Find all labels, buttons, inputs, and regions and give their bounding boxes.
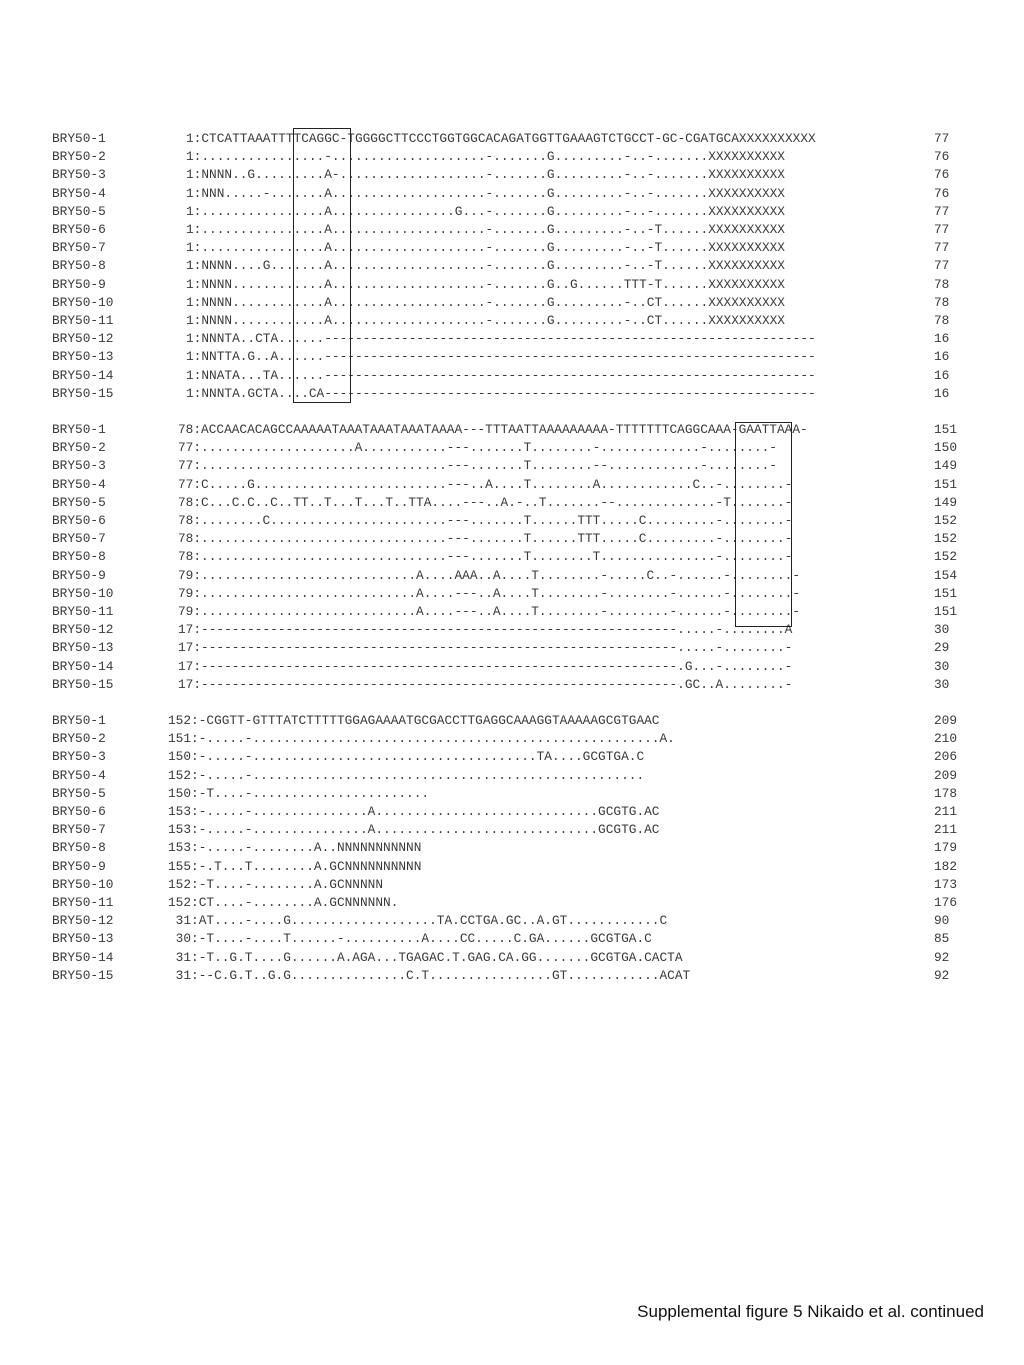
sequence-end-position: 90 <box>934 913 950 929</box>
sequence-end-position: 173 <box>934 876 958 892</box>
sequence-end-position: 16 <box>934 331 950 347</box>
alignment-row <box>0 439 1024 457</box>
sequence-end-position: 77 <box>934 203 950 219</box>
sequence-end-position: 182 <box>934 858 958 874</box>
sequence-name: BRY50-10 <box>52 294 114 310</box>
sequence-end-position: 154 <box>934 567 958 583</box>
sequence-string: 1:NNNN....G.......A....................-.......G.........-..-T......XXXXXXXXXX <box>186 258 785 274</box>
sequence-name: BRY50-1 <box>52 713 106 728</box>
sequence-name: BRY50-14 <box>52 949 114 965</box>
alignment-row <box>0 294 1024 312</box>
alignment-row <box>0 185 1024 203</box>
sequence-string: 77:C.....G.........................---..A....T........A............C..-........- <box>178 476 793 492</box>
alignment-row <box>0 967 1024 985</box>
alignment-row <box>0 548 1024 566</box>
sequence-name: BRY50-10 <box>52 876 114 892</box>
sequence-string: 17:--------------------------------------------------------------.G...-........- <box>178 658 793 674</box>
alignment-row <box>0 567 1024 585</box>
alignment-row <box>0 658 1024 676</box>
sequence-string: 78:ACCAACACAGCCAAAAATAAATAAATAAATAAAA---TTTAATTAAAAAAAAA-TTTTTTTCAGGCAAA-GAATTAAA- <box>178 422 808 437</box>
alignment-row <box>0 894 1024 912</box>
sequence-string: 17:--------------------------------------------------------------.GC..A........- <box>178 676 793 692</box>
sequence-end-position: 30 <box>934 622 950 638</box>
alignment-row <box>0 621 1024 639</box>
sequence-end-position: 149 <box>934 494 958 510</box>
alignment-row <box>0 385 1024 403</box>
alignment-row <box>0 148 1024 166</box>
sequence-name: BRY50-7 <box>52 531 106 547</box>
sequence-name: BRY50-2 <box>52 731 106 747</box>
sequence-name: BRY50-9 <box>52 567 106 583</box>
sequence-string: 1:................A....................-.......G.........-..-T......XXXXXXXXXX <box>186 240 785 256</box>
sequence-name: BRY50-3 <box>52 458 106 474</box>
sequence-name: BRY50-14 <box>52 367 114 383</box>
sequence-end-position: 210 <box>934 731 958 747</box>
sequence-string: 31:--C.G.T..G.G...............C.T................GT............ACAT <box>168 967 691 983</box>
alignment-row <box>0 876 1024 894</box>
alignment-row <box>0 348 1024 366</box>
sequence-string: 78:C...C.C..C..TT..T...T...T..TTA....---..A.-..T.......--.............-T.......- <box>178 494 793 510</box>
sequence-end-position: 211 <box>934 804 958 819</box>
sequence-end-position: 76 <box>934 185 950 201</box>
alignment-row <box>0 476 1024 494</box>
alignment-row <box>0 730 1024 748</box>
alignment-row <box>0 203 1024 221</box>
alignment-row <box>0 603 1024 621</box>
sequence-name: BRY50-10 <box>52 585 114 601</box>
sequence-string: 150:-.....-.....................................TA....GCGTGA.C <box>168 749 645 765</box>
sequence-string: 17:--------------------------------------------------------------.....-........A <box>178 622 793 638</box>
alignment-row <box>0 785 1024 803</box>
sequence-name: BRY50-8 <box>52 258 106 274</box>
alignment-row <box>0 930 1024 948</box>
sequence-name: BRY50-3 <box>52 167 106 183</box>
sequence-end-position: 149 <box>934 458 958 474</box>
sequence-string: 1:NNTTA.G..A......---------------------------------------------------------------- <box>186 349 816 365</box>
alignment-row <box>0 457 1024 475</box>
sequence-string: 150:-T....-....................... <box>168 785 430 801</box>
sequence-string: 31:AT....-....G...................TA.CCTGA.GC..A.GT............C <box>168 913 668 929</box>
sequence-string: 151:-.....-.....................................................A. <box>168 731 675 747</box>
sequence-name: BRY50-11 <box>52 604 114 619</box>
sequence-name: BRY50-5 <box>52 494 106 510</box>
alignment-row <box>0 494 1024 512</box>
sequence-end-position: 150 <box>934 440 958 456</box>
sequence-string: 1:NNN.....-.......A....................-.......G.........-..-.......XXXXXXXXXX <box>186 185 785 201</box>
alignment-row <box>0 276 1024 294</box>
sequence-string: 79:............................A....AAA..A....T........-.....C..-......-........- <box>178 567 801 583</box>
sequence-end-position: 151 <box>934 585 958 601</box>
sequence-name: BRY50-14 <box>52 658 114 674</box>
sequence-name: BRY50-15 <box>52 676 114 692</box>
sequence-string: 79:............................A....---..A....T........-........-......-........- <box>178 604 801 619</box>
sequence-end-position: 92 <box>934 967 950 983</box>
sequence-string: 153:-.....-...............A.............................GCGTG.AC <box>168 804 660 819</box>
alignment-row <box>0 239 1024 257</box>
sequence-string: 1:NNNN..G.........A-...................-.......G.........-..-.......XXXXXXXXXX <box>186 167 785 183</box>
sequence-name: BRY50-2 <box>52 149 106 165</box>
sequence-name: BRY50-3 <box>52 749 106 765</box>
sequence-end-position: 152 <box>934 549 958 565</box>
sequence-end-position: 209 <box>934 713 958 728</box>
sequence-end-position: 76 <box>934 149 950 165</box>
sequence-name: BRY50-8 <box>52 549 106 565</box>
sequence-string: 1:CTCATTAAATTTTCAGGC-TGGGGCTTCCCTGGTGGCACAGATGGTTGAAAGTCTGCCT-GC-CGATGCAXXXXXXXXXX <box>186 131 816 146</box>
highlight-box-block-2 <box>735 422 792 627</box>
alignment-row <box>0 130 1024 148</box>
sequence-string: 77:................................---.......T........--............-........- <box>178 458 777 474</box>
sequence-end-position: 151 <box>934 476 958 492</box>
sequence-end-position: 176 <box>934 895 958 910</box>
sequence-end-position: 151 <box>934 422 958 437</box>
sequence-string: 30:-T....-....T......-..........A....CC.....C.GA......GCGTGA.C <box>168 931 652 947</box>
sequence-end-position: 85 <box>934 931 950 947</box>
alignment-row <box>0 821 1024 839</box>
alignment-row <box>0 767 1024 785</box>
sequence-end-position: 209 <box>934 767 958 783</box>
sequence-name: BRY50-13 <box>52 931 114 947</box>
sequence-end-position: 152 <box>934 531 958 547</box>
sequence-name: BRY50-6 <box>52 513 106 528</box>
sequence-end-position: 152 <box>934 513 958 528</box>
sequence-end-position: 178 <box>934 785 958 801</box>
sequence-string: 78:................................---.......T........T...............-........- <box>178 549 793 565</box>
alignment-row <box>0 330 1024 348</box>
alignment-row <box>0 367 1024 385</box>
sequence-name: BRY50-15 <box>52 385 114 401</box>
sequence-string: 1:NNNTA..CTA......---------------------------------------------------------------- <box>186 331 816 347</box>
sequence-string: 152:-CGGTT-GTTTATCTTTTTGGAGAAAATGCGACCTTGAGGCAAAGGTAAAAAGCGTGAAC <box>168 713 660 728</box>
sequence-name: BRY50-13 <box>52 640 114 656</box>
sequence-end-position: 92 <box>934 949 950 965</box>
sequence-name: BRY50-11 <box>52 895 114 910</box>
sequence-string: 17:--------------------------------------------------------------.....-........- <box>178 640 793 656</box>
sequence-string: 78:........C.......................---.......T......TTT.....C.........-........- <box>178 513 793 528</box>
alignment-row <box>0 803 1024 821</box>
sequence-name: BRY50-4 <box>52 767 106 783</box>
sequence-string: 1:NNNN............A....................-.......G..G......TTT-T......XXXXXXXXXX <box>186 276 785 292</box>
sequence-name: BRY50-6 <box>52 804 106 819</box>
sequence-string: 31:-T..G.T....G......A.AGA...TGAGAC.T.GAG.CA.GG.......GCGTGA.CACTA <box>168 949 683 965</box>
sequence-name: BRY50-11 <box>52 313 114 328</box>
sequence-name: BRY50-1 <box>52 422 106 437</box>
sequence-end-position: 78 <box>934 313 950 328</box>
sequence-name: BRY50-5 <box>52 203 106 219</box>
alignment-row <box>0 858 1024 876</box>
alignment-row <box>0 166 1024 184</box>
sequence-name: BRY50-6 <box>52 222 106 237</box>
sequence-name: BRY50-1 <box>52 131 106 146</box>
alignment-row <box>0 530 1024 548</box>
alignment-row <box>0 221 1024 239</box>
sequence-name: BRY50-15 <box>52 967 114 983</box>
sequence-name: BRY50-13 <box>52 349 114 365</box>
sequence-end-position: 16 <box>934 367 950 383</box>
sequence-string: 1:NNNN............A....................-.......G.........-..CT......XXXXXXXXXX <box>186 313 785 328</box>
sequence-name: BRY50-4 <box>52 185 106 201</box>
alignment-row <box>0 421 1024 439</box>
sequence-string: 152:CT....-........A.GCNNNNNN. <box>168 895 399 910</box>
figure-caption: Supplemental figure 5 Nikaido et al. continued <box>637 1302 984 1321</box>
alignment-row <box>0 912 1024 930</box>
sequence-string: 1:NNNN............A....................-.......G.........-..CT......XXXXXXXXXX <box>186 294 785 310</box>
sequence-string: 79:............................A....---..A....T........-........-......-........- <box>178 585 801 601</box>
sequence-string: 77:....................A...........---.......T........-.............-........- <box>178 440 777 456</box>
sequence-string: 1:NNATA...TA......---------------------------------------------------------------- <box>186 367 816 383</box>
sequence-name: BRY50-12 <box>52 331 114 347</box>
sequence-string: 78:................................---.......T......TTT.....C.........-........- <box>178 531 793 547</box>
sequence-name: BRY50-12 <box>52 622 114 638</box>
sequence-string: 152:-T....-........A.GCNNNNN <box>168 876 384 892</box>
sequence-end-position: 77 <box>934 240 950 256</box>
sequence-name: BRY50-12 <box>52 913 114 929</box>
sequence-end-position: 77 <box>934 131 950 146</box>
sequence-end-position: 30 <box>934 676 950 692</box>
sequence-end-position: 30 <box>934 658 950 674</box>
sequence-end-position: 211 <box>934 822 958 838</box>
sequence-end-position: 78 <box>934 294 950 310</box>
sequence-end-position: 77 <box>934 258 950 274</box>
alignment-row <box>0 712 1024 730</box>
alignment-row <box>0 585 1024 603</box>
alignment-row <box>0 257 1024 275</box>
sequence-string: 1:NNNTA.GCTA....CA---------------------------------------------------------------- <box>186 385 816 401</box>
sequence-string: 152:-.....-................................................... <box>168 767 645 783</box>
sequence-name: BRY50-9 <box>52 276 106 292</box>
alignment-row <box>0 512 1024 530</box>
alignment-row <box>0 639 1024 657</box>
sequence-string: 1:................A................G...-.......G.........-..-.......XXXXXXXXXX <box>186 203 785 219</box>
sequence-name: BRY50-7 <box>52 240 106 256</box>
sequence-end-position: 76 <box>934 167 950 183</box>
sequence-end-position: 16 <box>934 385 950 401</box>
alignment-row <box>0 676 1024 694</box>
sequence-name: BRY50-7 <box>52 822 106 838</box>
sequence-name: BRY50-9 <box>52 858 106 874</box>
sequence-end-position: 16 <box>934 349 950 365</box>
sequence-end-position: 29 <box>934 640 950 656</box>
sequence-end-position: 77 <box>934 222 950 237</box>
highlight-box-block-1 <box>293 128 351 403</box>
sequence-string: 1:................A....................-.......G.........-..-T......XXXXXXXXXX <box>186 222 785 237</box>
sequence-name: BRY50-5 <box>52 785 106 801</box>
sequence-name: BRY50-2 <box>52 440 106 456</box>
sequence-end-position: 78 <box>934 276 950 292</box>
sequence-end-position: 206 <box>934 749 958 765</box>
sequence-name: BRY50-8 <box>52 840 106 856</box>
sequence-string: 1:................-....................-.......G.........-..-.......XXXXXXXXXX <box>186 149 785 165</box>
alignment-row <box>0 949 1024 967</box>
sequence-name: BRY50-4 <box>52 476 106 492</box>
sequence-end-position: 151 <box>934 604 958 619</box>
sequence-end-position: 179 <box>934 840 958 856</box>
alignment-row <box>0 748 1024 766</box>
sequence-string: 155:-.T...T........A.GCNNNNNNNNNN <box>168 858 422 874</box>
alignment-row <box>0 839 1024 857</box>
sequence-string: 153:-.....-...............A.............................GCGTG.AC <box>168 822 660 838</box>
alignment-row <box>0 312 1024 330</box>
sequence-string: 153:-.....-........A..NNNNNNNNNNN <box>168 840 422 856</box>
